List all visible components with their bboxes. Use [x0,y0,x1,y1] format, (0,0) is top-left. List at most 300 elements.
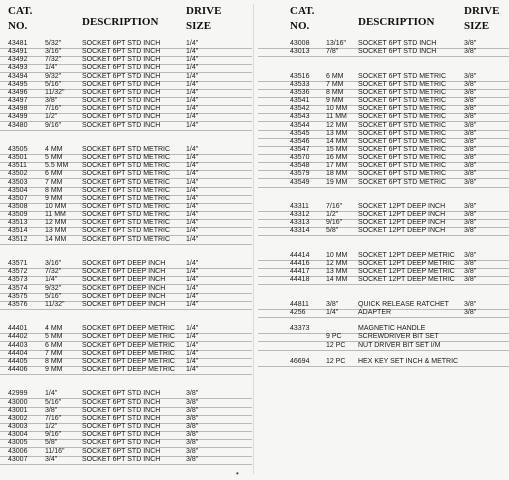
drive-size-cell: 3/8" [464,300,477,308]
size-cell: 17 MM [326,162,348,170]
drive-size-cell: 3/8" [464,170,477,178]
size-cell: 8 MM [326,88,344,96]
size-cell: 5 MM [45,333,63,341]
cat-no-cell: 44414 [290,251,310,259]
cat-no-cell: 44402 [8,333,28,341]
description-cell: SOCKET 12PT DEEP INCH [358,219,446,227]
size-cell: 9 MM [326,97,344,105]
size-cell: 4 MM [45,145,63,153]
description-cell: SOCKET 6PT DEEP METRIC [82,341,175,349]
cat-no-cell: 43311 [290,203,309,210]
cat-no-cell: 43541 [290,97,310,105]
left-column [0,0,252,480]
size-cell: 11 MM [45,211,66,219]
cat-no-cell: 43480 [8,121,28,129]
drive-size-cell: 1/4" [186,349,199,357]
cat-no-cell: 43005 [8,439,28,447]
description-cell: SOCKET 6PT STD INCH [82,431,161,439]
size-cell: 5/16" [45,80,62,88]
size-cell: 5.5 MM [45,162,69,170]
cat-header-line2: NO. [8,20,28,32]
cat-no-cell: 43543 [290,113,310,121]
description-cell: SOCKET 6PT STD INCH [82,72,161,80]
description-cell: SOCKET 6PT DEEP INCH [82,276,166,284]
drive-size-header-right [464,6,499,32]
cat-no-cell: 43006 [8,447,28,455]
drive-size-cell: 1/4" [186,260,199,268]
drive-size-cell: 1/4" [186,88,199,96]
description-cell: SOCKET 12PT DEEP INCH [358,203,446,210]
drive-size-cell: 1/4" [186,276,199,284]
cat-no-cell: 43505 [8,145,28,153]
size-cell: 3/4" [45,455,58,463]
drive-size-cell: 1/4" [186,48,199,56]
description-cell: SCREWDRIVER BIT SET [358,333,439,341]
cat-no-header-right [290,6,314,32]
cat-no-cell: 43572 [8,268,28,276]
size-cell: 1/4" [326,308,339,316]
drive-size-cell: 1/4" [186,121,199,129]
description-cell: SOCKET 6PT STD METRIC [82,170,171,178]
size-cell: 14 MM [326,276,348,284]
drive-size-cell: 1/4" [186,300,199,308]
cat-no-cell: 43491 [8,48,28,56]
cat-no-cell: 43501 [8,154,28,162]
size-cell: 10 MM [326,251,348,259]
size-cell: 7/16" [45,414,62,422]
drive-size-cell: 1/4" [186,194,199,202]
cat-no-cell: 44417 [290,268,310,276]
description-cell: ADAPTER [358,308,392,316]
size-cell: 12 MM [326,260,348,268]
description-cell: SOCKET 6PT STD METRIC [82,186,171,194]
cat-no-cell: 43507 [8,194,28,202]
description-cell: SOCKET 6PT DEEP INCH [82,284,166,292]
description-cell: SOCKET 6PT STD METRIC [82,219,171,227]
right-column [258,0,509,480]
drive-size-cell: 1/4" [186,366,199,373]
size-cell: 9/16" [45,121,62,129]
description-cell: SOCKET 6PT STD INCH [82,455,161,463]
size-cell: 12 MM [45,219,67,227]
drive-size-cell: 1/4" [186,170,199,178]
description-cell: SOCKET 6PT STD METRIC [82,227,171,235]
drive-size-cell: 3/8" [464,105,477,113]
size-cell: 3/8" [45,97,58,105]
size-cell: 1/4" [45,64,58,72]
cat-no-cell: 43497 [8,97,28,105]
description-cell: SOCKET 6PT STD INCH [82,439,161,447]
description-cell: SOCKET 6PT STD METRIC [358,137,447,145]
size-cell: 6 MM [326,72,344,80]
description-cell: SOCKET 6PT STD METRIC [358,129,447,137]
description-cell: SOCKET 12PT DEEP METRIC [358,276,455,284]
cat-no-cell: 42999 [8,390,28,398]
cat-no-cell: 43498 [8,105,28,113]
drive-size-cell: 3/8" [464,154,477,162]
drive-size-cell: 3/8" [464,268,477,276]
drive-size-cell: 3/8" [464,227,477,235]
size-cell: 11/32" [45,88,65,96]
cat-no-cell: 43013 [290,48,310,56]
size-cell: 7 MM [45,349,63,357]
drive-size-cell: 3/8" [464,40,477,47]
cat-no-cell: 43547 [290,145,310,153]
drive-size-cell: 1/4" [186,341,199,349]
description-cell: SOCKET 6PT DEEP METRIC [82,349,175,357]
drive-size-cell: 1/4" [186,113,199,121]
size-cell: 14 MM [326,137,348,145]
cat-no-cell: 43496 [8,88,28,96]
description-cell: SOCKET 6PT STD METRIC [82,235,171,243]
size-cell: 9/16" [45,431,62,439]
column-divider [253,4,254,474]
size-cell: 9/16" [326,219,343,227]
cat-no-cell: 4256 [290,308,306,316]
drive-header-line1-right: DRIVE [464,5,500,17]
drive-size-cell: 1/4" [186,284,199,292]
description-cell: SOCKET 6PT STD METRIC [82,203,171,210]
cat-no-cell: 43512 [8,235,28,243]
description-cell: SOCKET 6PT DEEP INCH [82,292,166,300]
size-cell: 5/32" [45,40,62,47]
cat-no-cell: 43373 [290,325,310,333]
size-cell: 9/32" [45,72,62,80]
cat-no-cell: 44405 [8,357,28,365]
cat-no-cell: 43548 [290,162,310,170]
drive-size-cell: 3/8" [464,308,477,316]
drive-size-cell: 1/4" [186,178,199,186]
cat-no-cell: 43493 [8,64,28,72]
cat-no-cell: 43494 [8,72,28,80]
drive-size-cell: 3/8" [464,80,477,88]
cat-no-cell: 43542 [290,105,310,113]
size-cell: 9/32" [45,284,62,292]
drive-size-cell: 1/4" [186,97,199,105]
description-cell: SOCKET 6PT STD INCH [82,97,161,105]
size-cell: 13 MM [326,268,348,276]
drive-size-cell: 3/8" [464,211,477,219]
description-cell: SOCKET 12PT DEEP METRIC [358,268,455,276]
description-cell: SOCKET 6PT STD INCH [82,447,161,455]
description-cell: SOCKET 6PT STD METRIC [358,97,447,105]
drive-size-cell: 3/8" [464,88,477,96]
description-cell: SOCKET 6PT STD METRIC [358,162,447,170]
size-cell: 8 MM [45,186,63,194]
size-cell: 7/16" [326,203,343,210]
size-cell: 1/2" [45,113,58,121]
description-cell: SOCKET 12PT DEEP METRIC [358,260,455,268]
description-header: DESCRIPTION [82,16,159,28]
cat-no-cell: 43003 [8,423,28,431]
description-cell: SOCKET 6PT STD METRIC [358,121,447,129]
description-cell: SOCKET 6PT STD METRIC [82,178,171,186]
size-cell: 5 MM [45,154,63,162]
cat-no-cell: 43570 [290,154,310,162]
cat-no-cell: 43509 [8,211,28,219]
description-cell: SOCKET 6PT STD METRIC [82,211,171,219]
cat-no-header [8,6,32,32]
drive-size-cell: 1/4" [186,80,199,88]
description-cell: SOCKET 6PT DEEP INCH [82,300,166,308]
description-cell: SOCKET 6PT STD METRIC [82,162,171,170]
size-cell: 12 PC [326,341,346,349]
cat-header-line2-right: NO. [290,20,310,32]
drive-size-cell: 3/8" [464,178,477,186]
cat-no-cell: 43533 [290,80,310,88]
size-cell: 12 MM [326,121,348,129]
cat-no-cell: 43576 [8,300,28,308]
description-cell: SOCKET 6PT STD INCH [82,390,161,398]
cat-no-cell: 43544 [290,121,310,129]
size-cell: 5/8" [45,439,58,447]
description-cell: SOCKET 6PT STD INCH [358,48,437,56]
description-cell: SOCKET 6PT STD INCH [82,406,161,414]
cat-no-cell: 44404 [8,349,28,357]
drive-size-cell: 1/4" [186,40,199,47]
description-cell: SOCKET 6PT DEEP INCH [82,260,166,268]
cat-no-cell: 44811 [290,300,309,308]
drive-size-cell: 3/8" [186,423,199,431]
cat-header-line1-right: CAT. [290,5,315,17]
size-cell: 19 MM [326,178,348,186]
cat-no-cell: 44406 [8,366,28,373]
description-cell: SOCKET 6PT STD METRIC [358,154,447,162]
drive-size-cell: 1/4" [186,56,199,64]
size-cell: 13 MM [326,129,348,137]
description-cell: SOCKET 6PT STD METRIC [358,113,447,121]
drive-size-cell: 1/4" [186,211,199,219]
size-cell: 14 MM [45,235,67,243]
size-cell: 15 MM [326,145,348,153]
description-cell: SOCKET 6PT STD METRIC [358,105,447,113]
description-cell: QUICK RELEASE RATCHET [358,300,449,308]
description-cell: SOCKET 6PT STD INCH [82,56,161,64]
description-cell: SOCKET 12PT DEEP INCH [358,211,446,219]
drive-size-header [186,6,221,32]
size-cell: 3/8" [326,300,339,308]
description-cell: NUT DRIVER BIT SET I/M [358,341,441,349]
cat-no-cell: 43545 [290,129,310,137]
drive-size-cell: 1/4" [186,186,199,194]
description-cell: SOCKET 6PT DEEP METRIC [82,333,175,341]
drive-size-cell: 3/8" [464,72,477,80]
description-cell: SOCKET 6PT STD INCH [82,423,161,431]
drive-size-cell: 3/8" [464,251,477,259]
size-cell: 1/4" [45,390,58,398]
description-cell: SOCKET 6PT STD INCH [82,113,161,121]
size-cell: 7/32" [45,56,62,64]
cat-no-cell: 44418 [290,276,310,284]
cat-no-cell: 44401 [8,325,28,333]
cat-no-cell: 43008 [290,40,310,47]
size-cell: 11/32" [45,300,65,308]
drive-size-cell: 3/8" [464,203,477,210]
description-cell: SOCKET 12PT DEEP METRIC [358,251,455,259]
drive-size-cell: 1/4" [186,325,199,333]
size-cell: 4 MM [45,325,63,333]
drive-size-cell: 3/8" [186,439,199,447]
cat-no-cell: 43499 [8,113,28,121]
drive-size-cell: 1/4" [186,357,199,365]
description-cell: SOCKET 6PT STD INCH [82,398,161,406]
drive-size-cell: 3/8" [464,162,477,170]
size-cell: 6 MM [45,341,63,349]
description-cell: SOCKET 6PT STD METRIC [358,72,447,80]
description-cell: SOCKET 6PT STD INCH [82,80,161,88]
size-cell: 18 MM [326,170,348,178]
page-mark: • [236,469,239,478]
cat-no-cell: 43575 [8,292,28,300]
description-cell: SOCKET 6PT STD INCH [82,121,161,129]
description-cell: SOCKET 6PT STD INCH [358,40,437,47]
size-cell: 7 MM [45,178,63,186]
size-cell: 9 MM [45,366,63,373]
drive-size-cell: 1/4" [186,105,199,113]
cat-no-cell: 44403 [8,341,28,349]
drive-size-cell: 1/4" [186,268,199,276]
drive-size-cell: 1/4" [186,333,199,341]
cat-header-line1: CAT. [8,5,33,17]
drive-size-cell: 1/4" [186,292,199,300]
size-cell: 1/4" [45,276,58,284]
description-cell: SOCKET 6PT DEEP METRIC [82,357,175,365]
size-cell: 13/16" [326,40,347,47]
drive-size-cell: 1/4" [186,154,199,162]
cat-no-cell: 43495 [8,80,28,88]
drive-size-cell: 3/8" [464,219,477,227]
description-cell: SOCKET 6PT STD INCH [82,105,161,113]
cat-no-cell: 43001 [8,406,28,414]
cat-no-cell: 43546 [290,137,310,145]
cat-no-cell: 43536 [290,88,310,96]
size-cell: 1/2" [326,211,339,219]
drive-size-cell: 3/8" [186,414,199,422]
size-cell: 10 MM [45,203,67,210]
size-cell: 16 MM [326,154,348,162]
drive-size-cell: 3/8" [464,121,477,129]
drive-size-cell: 1/4" [186,227,199,235]
cat-no-cell: 43492 [8,56,28,64]
cat-no-cell: 43513 [8,219,28,227]
drive-size-cell: 3/8" [186,390,199,398]
drive-size-cell: 1/4" [186,235,199,243]
cat-no-cell: 43000 [8,398,28,406]
drive-size-cell: 1/4" [186,145,199,153]
description-cell: SOCKET 6PT STD INCH [82,88,161,96]
drive-size-cell: 3/8" [464,48,477,56]
description-cell: SOCKET 6PT STD INCH [82,414,161,422]
description-cell: SOCKET 6PT STD METRIC [82,154,171,162]
size-cell: 10 MM [326,105,348,113]
drive-size-cell: 1/4" [186,72,199,80]
description-cell: SOCKET 6PT DEEP METRIC [82,325,175,333]
cat-no-cell: 43314 [290,227,310,235]
drive-size-cell: 1/4" [186,162,199,170]
description-cell: SOCKET 6PT STD INCH [82,64,161,72]
drive-size-cell: 3/8" [464,145,477,153]
drive-size-cell: 3/8" [464,276,477,284]
size-cell: 11/16" [45,447,65,455]
size-cell: 3/16" [45,260,62,268]
size-cell: 5/8" [326,227,339,235]
size-cell: 7/16" [45,105,62,113]
description-cell: HEX KEY SET INCH & METRIC [358,357,459,365]
cat-no-cell: 43503 [8,178,28,186]
size-cell: 7/32" [45,268,62,276]
drive-size-cell: 3/8" [186,406,199,414]
cat-no-cell: 43549 [290,178,310,186]
drive-size-cell: 3/8" [464,113,477,121]
size-cell: 7/8" [326,48,339,56]
size-cell: 11 MM [326,113,347,121]
description-cell: SOCKET 12PT DEEP INCH [358,227,446,235]
drive-size-cell: 3/8" [186,398,199,406]
cat-no-cell: 43004 [8,431,28,439]
cat-no-cell: 43007 [8,455,28,463]
description-cell: SOCKET 6PT STD METRIC [358,88,447,96]
drive-size-cell: 1/4" [186,64,199,72]
size-cell: 9 PC [326,333,342,341]
cat-no-cell: 43514 [8,227,28,235]
cat-no-cell: 43502 [8,170,28,178]
size-cell: 6 MM [45,170,63,178]
cat-no-cell: 43002 [8,414,28,422]
cat-no-cell: 43516 [290,72,310,80]
cat-no-cell: 44416 [290,260,310,268]
cat-no-cell: 43571 [8,260,28,268]
drive-header-line2: SIZE [186,20,212,32]
description-cell: MAGNETIC HANDLE [358,325,426,333]
size-cell: 5/16" [45,292,62,300]
drive-header-line2-right: SIZE [464,20,490,32]
size-cell: 12 PC [326,357,346,365]
cat-no-cell: 43574 [8,284,28,292]
size-cell: 9 MM [45,194,63,202]
description-cell: SOCKET 6PT STD INCH [82,48,161,56]
cat-no-cell: 46694 [290,357,310,365]
size-cell: 7 MM [326,80,344,88]
description-cell: SOCKET 6PT STD METRIC [358,80,447,88]
cat-no-cell: 43508 [8,203,28,210]
drive-size-cell: 1/4" [186,219,199,227]
cat-no-cell: 43504 [8,186,28,194]
description-cell: SOCKET 6PT STD METRIC [82,145,171,153]
cat-no-cell: 43573 [8,276,28,284]
size-cell: 3/16" [45,48,62,56]
drive-size-cell: 3/8" [464,260,477,268]
cat-no-cell: 43481 [8,40,28,47]
drive-size-cell: 3/8" [464,137,477,145]
drive-size-cell: 3/8" [464,97,477,105]
table-row [0,455,252,465]
drive-size-cell: 3/8" [464,129,477,137]
description-cell: SOCKET 6PT STD METRIC [82,194,171,202]
description-cell: SOCKET 6PT DEEP INCH [82,268,166,276]
size-cell: 13 MM [45,227,67,235]
size-cell: 1/2" [45,423,58,431]
size-cell: 8 MM [45,357,63,365]
size-cell: 3/8" [45,406,58,414]
description-cell: SOCKET 6PT STD METRIC [358,145,447,153]
description-cell: SOCKET 6PT DEEP METRIC [82,366,175,373]
description-cell: SOCKET 6PT STD INCH [82,40,161,47]
drive-header-line1: DRIVE [186,5,222,17]
drive-size-cell: 3/8" [186,447,199,455]
size-cell: 5/16" [45,398,62,406]
table-row [258,357,509,367]
cat-no-cell: 43579 [290,170,310,178]
